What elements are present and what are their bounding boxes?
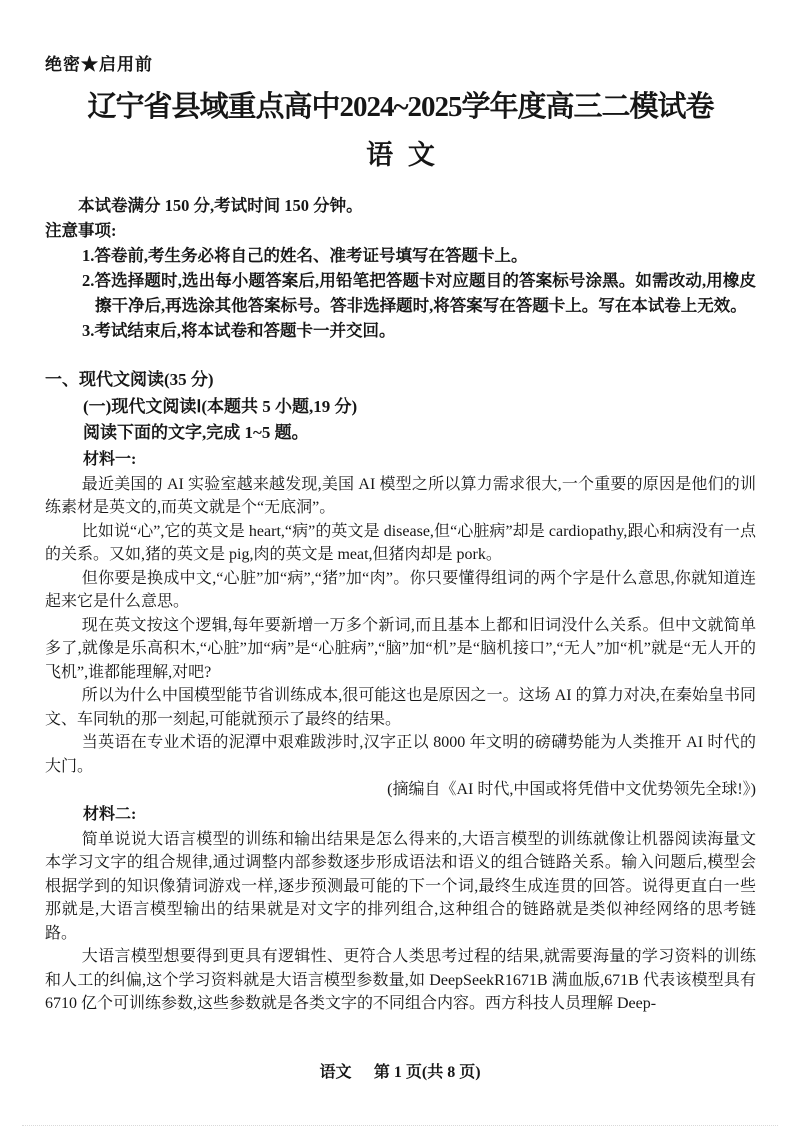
material1-paragraph-6: 当英语在专业术语的泥潭中艰难跋涉时,汉字正以 8000 年文明的磅礴势能为人类推开 AI 时代的大门。: [45, 734, 756, 775]
subject-title: 语文: [366, 140, 450, 170]
exam-summary: 本试卷满分 150 分,考试时间 150 分钟。: [78, 196, 363, 215]
notice-item-3: 3.考试结束后,将本试卷和答题卡一并交回。: [82, 321, 396, 340]
page-footer: [0, 1062, 800, 1084]
material1-paragraph-4: 现在英文按这个逻辑,每年要新增一万多个新词,而且基本上都和旧词没什么关系。但中文就简单多了,就像是乐高积木,“心脏”加“病”是“心脏病”,“脑”加“机”是“脑机接口”,“无人”加“机”就是“无人开的飞机”,谁都能理解,对吧?: [45, 616, 756, 681]
section-heading: 一、现代文阅读(35 分): [45, 370, 214, 389]
footer-page-number: 第 1 页(共 8 页): [373, 1064, 481, 1081]
reading-instruction: 阅读下面的文字,完成 1~5 题。: [83, 423, 309, 442]
material2-paragraph-2: 大语言模型想要得到更具有逻辑性、更符合人类思考过程的结果,就需要海量的学习资料的训练和人工的纠偏,这个学习资料就是大语言模型参数量,如 DeepSeekR1671B 满血版,671B 代表该模型具有 6710 亿个可训练参数,这些参数就是各类文字的不同组合内容。西方科技人员理解 Deep-: [45, 948, 756, 1012]
material1-paragraph-1: 最近美国的 AI 实验室越来越发现,美国 AI 模型之所以算力需求很大,一个重要的原因是他们的训练素材是英文的,而英文就是个“无底洞”。: [45, 475, 756, 516]
material1-paragraph-5: 所以为什么中国模型能节省训练成本,很可能这也是原因之一。这场 AI 的算力对决,在秦始皇书同文、车同轨的那一刻起,可能就预示了最终的结果。: [45, 687, 756, 728]
exam-instructions-block: [45, 193, 756, 343]
classification-label: 绝密★启用前: [45, 55, 153, 74]
reading-passage: [45, 447, 756, 1016]
material1-paragraph-3: 但你要是换成中文,“心脏”加“病”,“猪”加“肉”。你只要懂得组词的两个字是什么意思,你就知道连起来它是什么意思。: [45, 569, 756, 610]
notice-heading: 注意事项:: [45, 221, 117, 240]
footer-subject: 语文: [319, 1064, 352, 1081]
subsection-heading: (一)现代文阅读Ⅰ(本题共 5 小题,19 分): [83, 396, 358, 416]
material1-paragraph-2: 比如说“心”,它的英文是 heart,“病”的英文是 disease,但“心脏病”却是 cardiopathy,跟心和病没有一点的关系。又如,猪的英文是 pig,肉的英文是 meat,但猪肉却是 pork。: [45, 522, 756, 563]
material1-source: (摘编自《AI 时代,中国或将凭借中文优势领先全球!》): [387, 781, 756, 798]
notice-item-2: 2.答选择题时,选出每小题答案后,用铅笔把答题卡对应题目的答案标号涂黑。如需改动,用橡皮擦干净后,再选涂其他答案标号。答非选择题时,将答案写在答题卡上。写在本试卷上无效。: [82, 271, 756, 315]
material2-paragraph-1: 简单说说大语言模型的训练和输出结果是怎么得来的,大语言模型的训练就像让机器阅读海量文本学习文字的组合规律,通过调整内部参数逐步形成语法和语义的组合链路关系。输入问题后,模型会根据学到的知识像猜词游戏一样,逐步预测最可能的下一个词,最终生成连贯的回答。说得更直白一些那就是,大语言模型输出的结果就是对文字的排列组合,这种组合的链路就是类似神经网络的思考链路。: [45, 830, 756, 942]
notice-item-1: 1.答卷前,考生务必将自己的姓名、准考证号填写在答题卡上。: [82, 246, 528, 265]
exam-title: 辽宁省县域重点高中2024~2025学年度高三二模试卷: [87, 91, 714, 123]
material1-label: 材料一:: [83, 450, 137, 468]
scan-edge-line: [22, 1125, 778, 1126]
material2-label: 材料二:: [83, 805, 137, 823]
section-headings-block: [45, 367, 756, 447]
